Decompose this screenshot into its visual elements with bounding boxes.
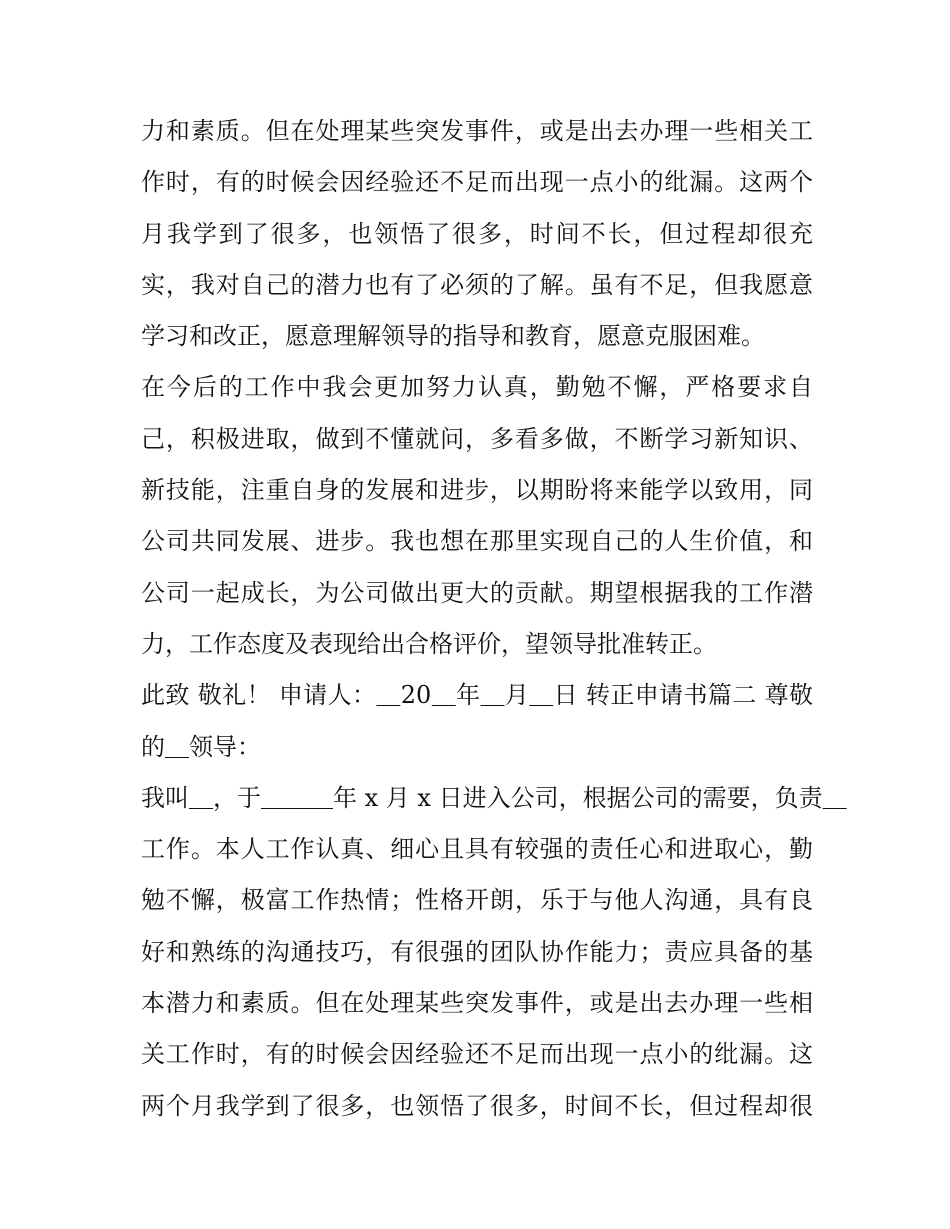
text-line-11: 力，工作态度及表现给出合格评价，望领导批准转正。 [141, 629, 717, 658]
text-line-13: 的＿领导： [141, 732, 261, 761]
text-line-9: 公司共同发展、进步。我也想在那里实现自己的人生价值，和 [141, 527, 813, 556]
text-line-7: 己，积极进取，做到不懂就问，多看多做，不断学习新知识、 [141, 424, 813, 453]
text-line-19: 关工作时，有的时候会因经验还不足而出现一点小的纰漏。这 [141, 1040, 813, 1069]
text-line-18: 本潜力和素质。但在处理某些突发事件，或是出去办理一些相 [141, 989, 813, 1018]
text-line-3: 月我学到了很多，也领悟了很多，时间不长，但过程却很充 [141, 219, 813, 248]
text-line-17: 好和熟练的沟通技巧，有很强的团队协作能力；责应具备的基 [141, 937, 813, 966]
text-line-15: 工作。本人工作认真、细心且具有较强的责任心和进取心，勤 [141, 835, 813, 864]
text-line-5: 学习和改正，愿意理解领导的指导和教育，愿意克服困难。 [141, 322, 765, 351]
text-line-8: 新技能，注重自身的发展和进步，以期盼将来能学以致用，同 [141, 476, 813, 505]
text-line-10: 公司一起成长，为公司做出更大的贡献。期望根据我的工作潜 [141, 578, 813, 607]
text-line-12: 此致 敬礼！ 申请人：＿20＿年＿月＿日 转正申请书篇二 尊敬 [141, 681, 813, 710]
text-line-20: 两个月我学到了很多，也领悟了很多，时间不长，但过程却很 [141, 1091, 813, 1120]
text-line-14: 我叫＿，于＿＿＿年 x 月 x 日进入公司，根据公司的需要，负责＿ [141, 783, 847, 812]
text-line-2: 作时，有的时候会因经验还不足而出现一点小的纰漏。这两个 [141, 168, 813, 197]
document-body [141, 106, 847, 1132]
text-line-16: 勉不懈，极富工作热情；性格开朗，乐于与他人沟通，具有良 [141, 886, 813, 915]
text-line-1: 力和素质。但在处理某些突发事件，或是出去办理一些相关工 [141, 117, 813, 145]
text-line-6: 在今后的工作中我会更加努力认真，勤勉不懈，严格要求自 [141, 373, 813, 402]
text-line-4: 实，我对自己的潜力也有了必须的了解。虽有不足，但我愿意 [141, 270, 813, 299]
